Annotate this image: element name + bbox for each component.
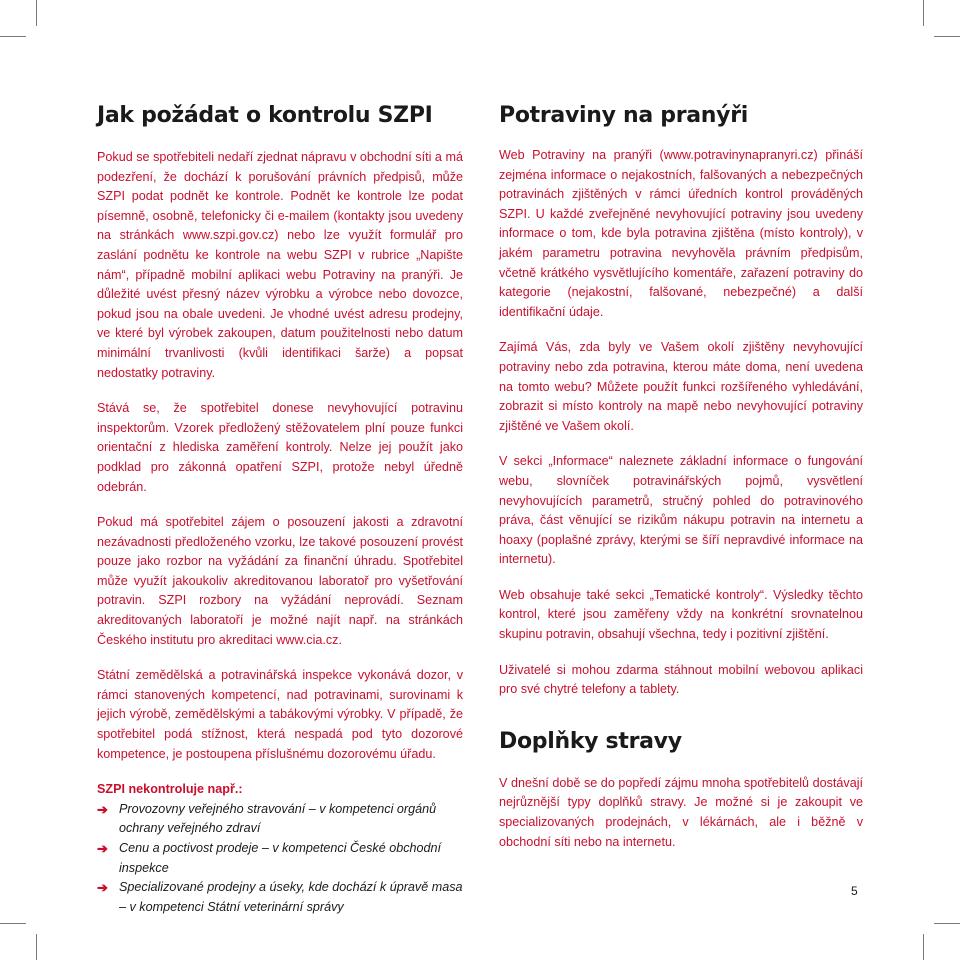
crop-mark: [36, 934, 37, 960]
crop-mark: [923, 934, 924, 960]
page-number: 5: [851, 884, 858, 898]
arrow-right-icon: ➔: [97, 880, 108, 896]
paragraph: Web Potraviny na pranýři (www.potravinynapranyri.cz) přináší zejména informace o nejakostních, falšovaných a nebezpečných potravinách zjištěných v rámci úředních kontrol prováděných SZPI. U každé zveřejněné nevyhovující potraviny jsou uvedeny informace o tom, kde byla potravina zjištěna (místo kontroly), v jakém parametru potravina nevyhověla právním předpisům, včetně krátkého vysvětlujícího komentáře, zařazení potraviny do kategorie (nejakostní, falšované, nebezpečné) a další identifikační údaje.: [499, 148, 863, 319]
crop-mark: [0, 36, 26, 37]
paragraph: Pokud má spotřebitel zájem o posouzení jakosti a zdravotní nezávadnosti předloženého vzorku, lze takové posouzení provést pouze jako rozbor na vyžádání za finanční úhradu. Spotřebitel může využít jakoukoliv akreditovanou laboratoř pro vyšetřování potravin. SZPI rozbory na vyžádání neprovádí. Seznam akreditovaných laboratoří je možné najít např. na stránkách Českého institutu pro akreditaci www.cia.cz.: [97, 515, 463, 647]
left-column: [97, 98, 463, 917]
crop-mark: [923, 0, 924, 26]
paragraph: V sekci „Informace“ naleznete základní informace o fungování webu, slovníček potravinářských pojmů, vysvětlení nevyhovujících parametrů, stručný pohled do potravinového práva, část věnující se rizikům nákupu potravin na internetu a hoaxy (poplašné zprávy, kterými se šíří nepravdivé informace na internetu).: [499, 454, 863, 567]
section-title-request-inspection: Jak požádat o kontrolu SZPI: [97, 103, 433, 128]
section-title-food-supplements: Doplňky stravy: [499, 728, 682, 754]
right-column: [499, 98, 863, 868]
not-controlled-heading: SZPI nekontroluje např.:: [97, 782, 243, 797]
paragraph: Státní zemědělská a potravinářská inspekce vykonává dozor, v rámci stanovených kompetencí, nad potravinami, surovinami k jejich výrobě, zemědělskými a tabákovými výrobky. V případě, že spotřebitel podá stížnost, která nespadá pod tyto dozorové kompetence, je postoupena příslušnému dozorovému úřadu.: [97, 668, 463, 761]
paragraph: V dnešní době se do popředí zájmu mnoha spotřebitelů dostávají nejrůznější typy doplňků stravy. Je možné si je zakoupit ve specializovaných prodejnách, v lékárnách, ale i běžně v obchodní síti nebo na internetu.: [499, 775, 863, 849]
list-item: ➔ Specializované prodejny a úseky, kde dochází k úpravě masa – v kompetenci Státní veterinární správy: [97, 880, 463, 914]
section-title-food-pillory: Potraviny na pranýři: [499, 103, 748, 128]
crop-mark: [934, 923, 960, 924]
paragraph: Zajímá Vás, zda byly ve Vašem okolí zjištěny nevyhovující potraviny nebo zda potravina, kterou máte doma, není uvedena na tomto webu? Můžete použít funkci rozšířeného vyhledávání, zobrazit si místo kontroly na mapě nebo nevyhovující potraviny zjištěné ve Vašem okolí.: [499, 340, 863, 433]
crop-mark: [934, 36, 960, 37]
paragraph: Pokud se spotřebiteli nedaří zjednat nápravu v obchodní síti a má podezření, že dochází k porušování právních předpisů, může SZPI podat podnět ke kontrole. Podnět ke kontrole lze podat písemně, osobně, telefonicky či e-mailem (kontakty jsou uvedeny na stránkách www.szpi.gov.cz) nebo lze využít formulář pro zaslání podnětu ke kontrole na webu SZPI v rubrice „Napište nám“, případně mobilní aplikaci webu Potraviny na pranýři. Je důležité uvést přesný název výrobku a výrobce nebo dovozce, pokud jsou na obale uvedeni. Je vhodné uvést adresu prodejny, ve které byl výrobek zakoupen, datum použitelnosti nebo datum minimální trvanlivosti (kvůli identifikaci šarže) a popsat nedostatky potraviny.: [97, 150, 463, 380]
arrow-right-icon: ➔: [97, 801, 108, 817]
paragraph: Web obsahuje také sekci „Tematické kontroly“. Výsledky těchto kontrol, které jsou zaměřeny vždy na konkrétní srovnatelnou skupinu potravin, obsahují všechna, tedy i pozitivní zjištění.: [499, 587, 863, 642]
crop-mark: [36, 0, 37, 26]
arrow-right-icon: ➔: [97, 841, 108, 856]
paragraph: Uživatelé si mohou zdarma stáhnout mobilní webovou aplikaci pro své chytré telefony a tablety.: [499, 662, 863, 697]
crop-mark: [0, 923, 26, 924]
list-item: ➔ Cenu a poctivost prodeje – v kompetenci České obchodní inspekce: [97, 841, 442, 875]
not-controlled-list: [97, 800, 463, 918]
list-item: ➔ Provozovny veřejného stravování – v kompetenci orgánů ochrany veřejného zdraví: [97, 801, 437, 836]
paragraph: Stává se, že spotřebitel donese nevyhovující potravinu inspektorům. Vzorek předložený stěžovatelem plní pouze funkci orientační z hlediska zaměření kontroly. Nelze jej použít jako podklad pro zákonná opatření SZPI, protože nebyl úředně odebrán.: [97, 401, 463, 494]
